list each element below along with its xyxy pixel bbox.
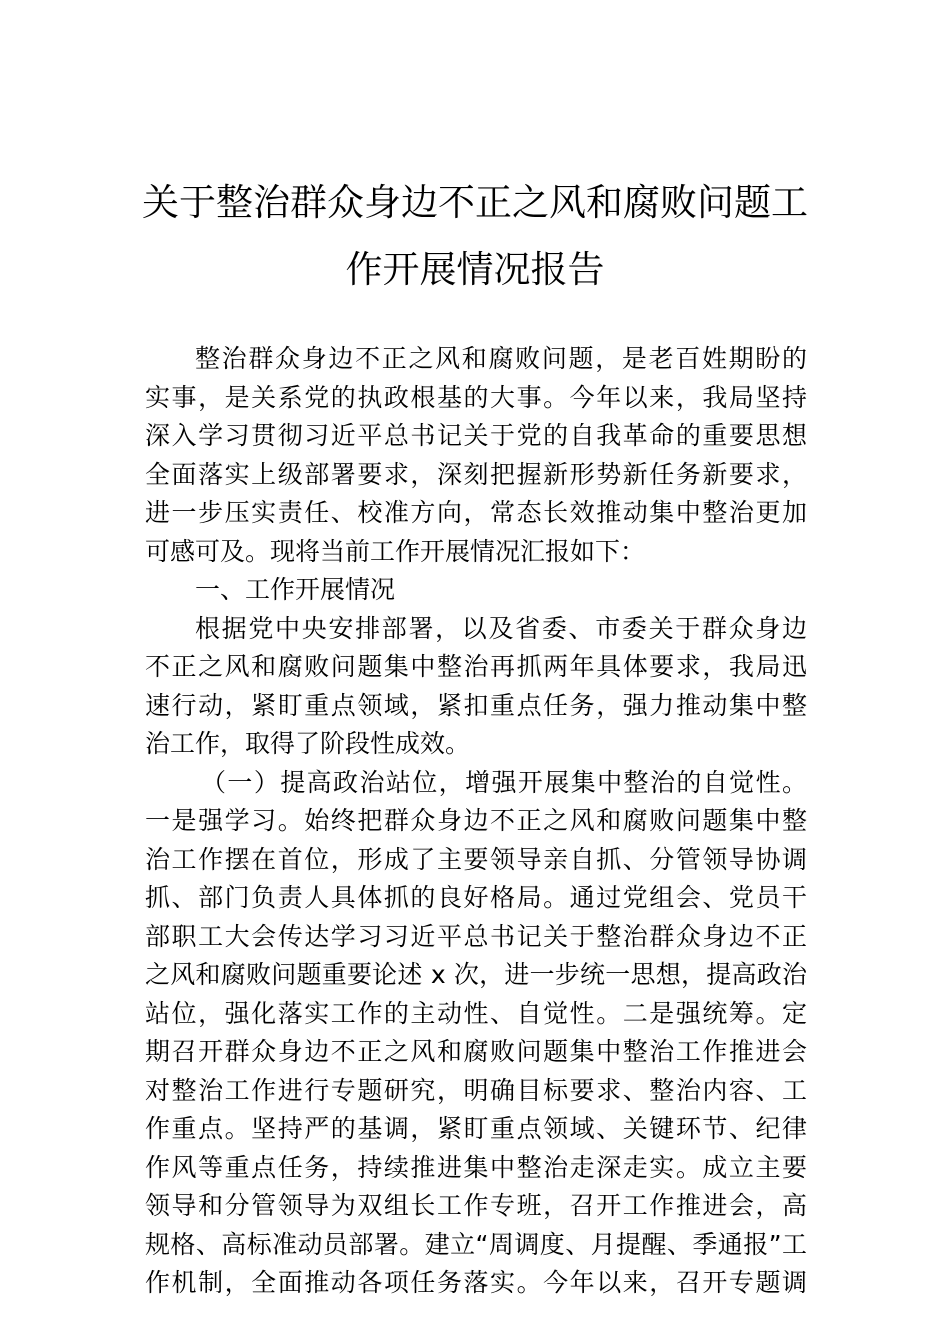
- paragraph-line: 作机制，全面推动各项任务落实。今年以来，召开专题调: [145, 1268, 807, 1297]
- paragraph-line: 进一步压实责任、校准方向，常态长效推动集中整治更加: [145, 498, 807, 527]
- paragraph-line: 治工作摆在首位，形成了主要领导亲自抓、分管领导协调: [145, 844, 807, 874]
- paragraph-line: 期召开群众身边不正之风和腐败问题集中整治工作推进会: [145, 1037, 807, 1066]
- paragraph-line: 深入学习贯彻习近平总书记关于党的自我革命的重要思想: [145, 421, 807, 450]
- paragraph-line: 不正之风和腐败问题集中整治再抓两年具体要求，我局迅: [145, 652, 807, 681]
- paragraph-line: 站位，强化落实工作的主动性、自觉性。二是强统筹。定: [145, 998, 807, 1028]
- paragraph-line: 对整治工作进行专题研究，明确目标要求、整治内容、工: [145, 1075, 807, 1105]
- paragraph-line: 规格、高标准动员部署。建立“周调度、月提醒、季通报”工: [145, 1229, 807, 1259]
- paragraph-line: 根据党中央安排部署，以及省委、市委关于群众身边: [195, 613, 807, 643]
- paragraph-line: 作重点。坚持严的基调，紧盯重点领域、关键环节、纪律: [145, 1114, 807, 1143]
- paragraph-line: 抓、部门负责人具体抓的良好格局。通过党组会、党员干: [145, 883, 807, 912]
- document-title-line-1: 关于整治群众身边不正之风和腐败问题工: [142, 181, 808, 224]
- paragraph-line: 实事，是关系党的执政根基的大事。今年以来，我局坚持: [145, 382, 807, 412]
- section-heading: 一、工作开展情况: [195, 575, 396, 604]
- paragraph-line: 治工作，取得了阶段性成效。: [145, 729, 471, 758]
- paragraph-line: 整治群众身边不正之风和腐败问题，是老百姓期盼的: [195, 344, 807, 373]
- paragraph-line: 领导和分管领导为双组长工作专班，召开工作推进会，高: [145, 1191, 807, 1220]
- paragraph-line: 可感可及。现将当前工作开展情况汇报如下：: [145, 536, 646, 566]
- paragraph-line: 全面落实上级部署要求，深刻把握新形势新任务新要求，: [145, 459, 807, 489]
- paragraph-line: 一是强学习。始终把群众身边不正之风和腐败问题集中整: [145, 806, 807, 835]
- paragraph-line: 之风和腐败问题重要论述 x 次，进一步统一思想，提高政治: [145, 960, 807, 989]
- document-body: [145, 340, 807, 1303]
- paragraph-line: 速行动，紧盯重点领域，紧扣重点任务，强力推动集中整: [145, 690, 807, 720]
- paragraph-line: 部职工大会传达学习习近平总书记关于整治群众身边不正: [145, 921, 807, 951]
- document-title-line-2: 作开展情况报告: [345, 248, 605, 291]
- paragraph-line: 作风等重点任务，持续推进集中整治走深走实。成立主要: [145, 1152, 807, 1182]
- subsection-heading: （一）提高政治站位，增强开展集中整治的自觉性。: [201, 767, 807, 797]
